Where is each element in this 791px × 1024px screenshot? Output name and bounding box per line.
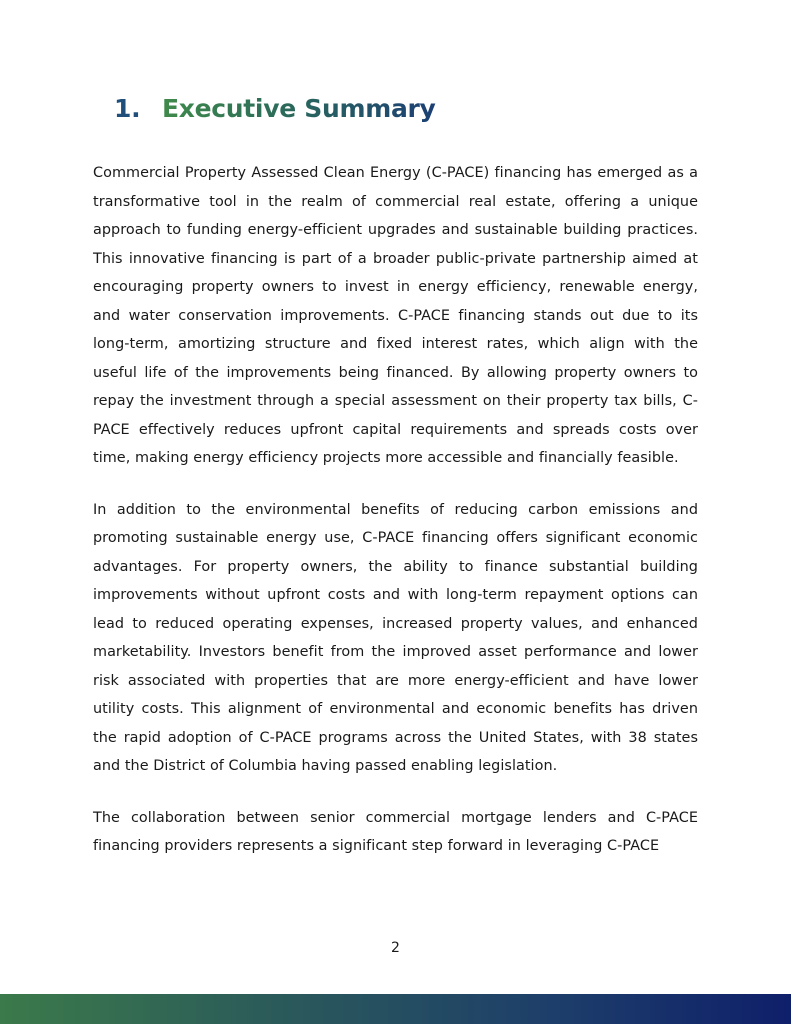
section-heading [114, 92, 436, 126]
page-number: 2 [391, 940, 400, 956]
section-title: Executive Summary [162, 94, 436, 123]
paragraph-3: The collaboration between senior commercial mortgage lenders and C-PACE financing providers represents a significant step forward in leveraging C-PACE [93, 809, 698, 854]
paragraph-2: In addition to the environmental benefits of reducing carbon emissions and promoting sustainable energy use, C-PACE financing offers significant economic advantages. For property owners, the ability to finance substantial building improvements without upfront costs and with long-term repayment options can lead to reduced operating expenses, increased property values, and enhanced marketability. Investors benefit from the improved asset performance and lower risk associated with properties that are more energy-efficient and have lower utility costs. This alignment of environmental and economic benefits has driven the rapid adoption of C-PACE programs across the United States, with 38 states and the District of Columbia having passed enabling legislation. [93, 501, 698, 774]
paragraph-1: Commercial Property Assessed Clean Energy (C-PACE) financing has emerged as a transformative tool in the realm of commercial real estate, offering a unique approach to funding energy-efficient upgrades and sustainable building practices. This innovative financing is part of a broader public-private partnership aimed at encouraging property owners to invest in energy efficiency, renewable energy, and water conservation improvements. C-PACE financing stands out due to its long-term, amortizing structure and fixed interest rates, which align with the useful life of the improvements being financed. By allowing property owners to repay the investment through a special assessment on their property tax bills, C-PACE effectively reduces upfront capital requirements and spreads costs over time, making energy efficiency projects more accessible and financially feasible. [93, 165, 698, 466]
body-text [93, 159, 698, 884]
footer-gradient-bar [0, 994, 791, 1024]
section-number: 1. [114, 94, 141, 123]
